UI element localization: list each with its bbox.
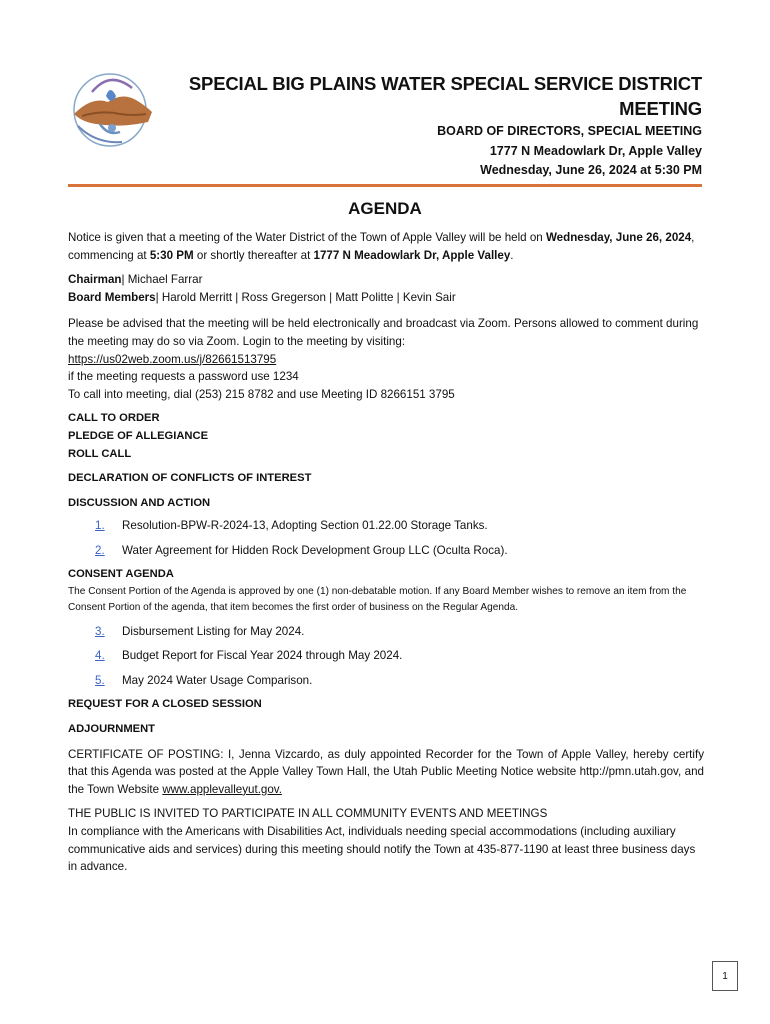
header-divider [68, 184, 702, 187]
item-link[interactable]: 5. [95, 673, 105, 687]
district-title [182, 71, 702, 121]
call-to-order: CALL TO ORDER [68, 412, 160, 425]
discussion-heading: DISCUSSION AND ACTION [68, 496, 211, 509]
adjournment-heading: ADJOURNMENT [68, 723, 156, 735]
consent-heading: CONSENT AGENDA [68, 568, 174, 581]
item-link[interactable]: 2. [95, 543, 105, 557]
board-line: BOARD OF DIRECTORS, SPECIAL MEETING [437, 124, 702, 138]
certificate-text: CERTIFICATE OF POSTING: I, Jenna Vizcardo, as duly appointed Recorder for the Town of Apple Valley, hereby certify that this Agenda was posted at the Apple Valley Town Hall, the Utah Public Meeting Notice website http://pmn.utah.gov, and the Town Website [68, 747, 704, 796]
item-link[interactable]: 1. [95, 519, 105, 533]
ada-notice: In compliance with the Americans with Disabilities Act, individuals needing special accommodations (including auxiliary communicative aids and services) during this meeting should notify the Town at 435-877-1190 at least three business days in advance. [68, 824, 696, 874]
public-invite: THE PUBLIC IS INVITED TO PARTICIPATE IN ALL COMMUNITY EVENTS AND MEETINGS [68, 807, 548, 821]
list-item [68, 672, 704, 697]
item-link[interactable]: 4. [95, 649, 105, 663]
closed-session-heading: REQUEST FOR A CLOSED SESSION [68, 698, 262, 711]
item-text: Resolution-BPW-R-2024-13, Adopting Section 01.22.00 Storage Tanks. [122, 519, 488, 533]
notice-text: or shortly thereafter at [193, 248, 314, 262]
pledge-of-allegiance: PLEDGE OF ALLEGIANCE [68, 429, 209, 442]
chairman-line [68, 271, 704, 289]
board-members-names: | Harold Merritt | Ross Gregerson | Matt Politte | Kevin Sair [155, 290, 456, 304]
consent-note: The Consent Portion of the Agenda is approved by one (1) non-debatable motion. If any Board Member wishes to remove an item from the Consent Portion of the agenda, that item becomes the first order of business on the Regular Agenda. [68, 585, 687, 614]
date-line: Wednesday, June 26, 2024 at 5:30 PM [480, 163, 702, 177]
certificate-of-posting [68, 746, 704, 799]
item-text: Disbursement Listing for May 2024. [122, 624, 305, 638]
page-number: 1 [712, 961, 738, 991]
item-text: Budget Report for Fiscal Year 2024 through May 2024. [122, 649, 403, 663]
title-line-1: SPECIAL BIG PLAINS WATER SPECIAL SERVICE DISTRICT [188, 73, 702, 94]
chairman-name: | Michael Farrar [121, 273, 203, 287]
list-item [68, 517, 704, 542]
notice-text: Notice is given that a meeting of the Water District of the Town of Apple Valley will be held on [68, 231, 546, 244]
notice-text: . [510, 248, 514, 262]
town-website-link[interactable]: www.applevalleyut.gov. [162, 782, 282, 796]
zoom-dial: To call into meeting, dial (253) 215 8782 and use Meeting ID 8266151 3795 [68, 387, 455, 401]
address-line: 1777 N Meadowlark Dr, Apple Valley [489, 143, 702, 158]
notice-text: , commencing at [68, 231, 695, 262]
notice-place: 1777 N Meadowlark Dr, Apple Valley [313, 248, 511, 262]
item-text: May 2024 Water Usage Comparison. [122, 673, 313, 687]
board-members-label: Board Members [68, 290, 156, 304]
conflicts-heading: DECLARATION OF CONFLICTS OF INTEREST [68, 472, 312, 485]
list-item [68, 542, 704, 567]
roll-call: ROLL CALL [68, 447, 132, 460]
meeting-details [282, 122, 702, 181]
chairman-label: Chairman [68, 273, 122, 287]
item-text: Water Agreement for Hidden Rock Development Group LLC (Oculta Roca). [122, 543, 508, 557]
agenda-body [68, 229, 704, 876]
notice-paragraph [68, 229, 704, 264]
district-logo [62, 66, 162, 152]
zoom-password: if the meeting requests a password use 1234 [68, 370, 299, 384]
title-line-2: MEETING [619, 98, 702, 119]
zoom-instructions: Please be advised that the meeting will be held electronically and broadcast via Zoom. Persons allowed to comment during the meeting may do so via Zoom. Login to the meeting by visiting: [68, 317, 699, 348]
list-item [68, 647, 704, 672]
item-link[interactable]: 3. [95, 624, 105, 638]
notice-date: Wednesday, June 26, 2024 [545, 231, 692, 244]
board-members-line [68, 289, 704, 307]
agenda-heading: AGENDA [348, 199, 422, 218]
list-item [68, 623, 704, 648]
zoom-link[interactable]: https://us02web.zoom.us/j/82661513795 [68, 352, 277, 366]
notice-time: 5:30 PM [149, 248, 194, 262]
